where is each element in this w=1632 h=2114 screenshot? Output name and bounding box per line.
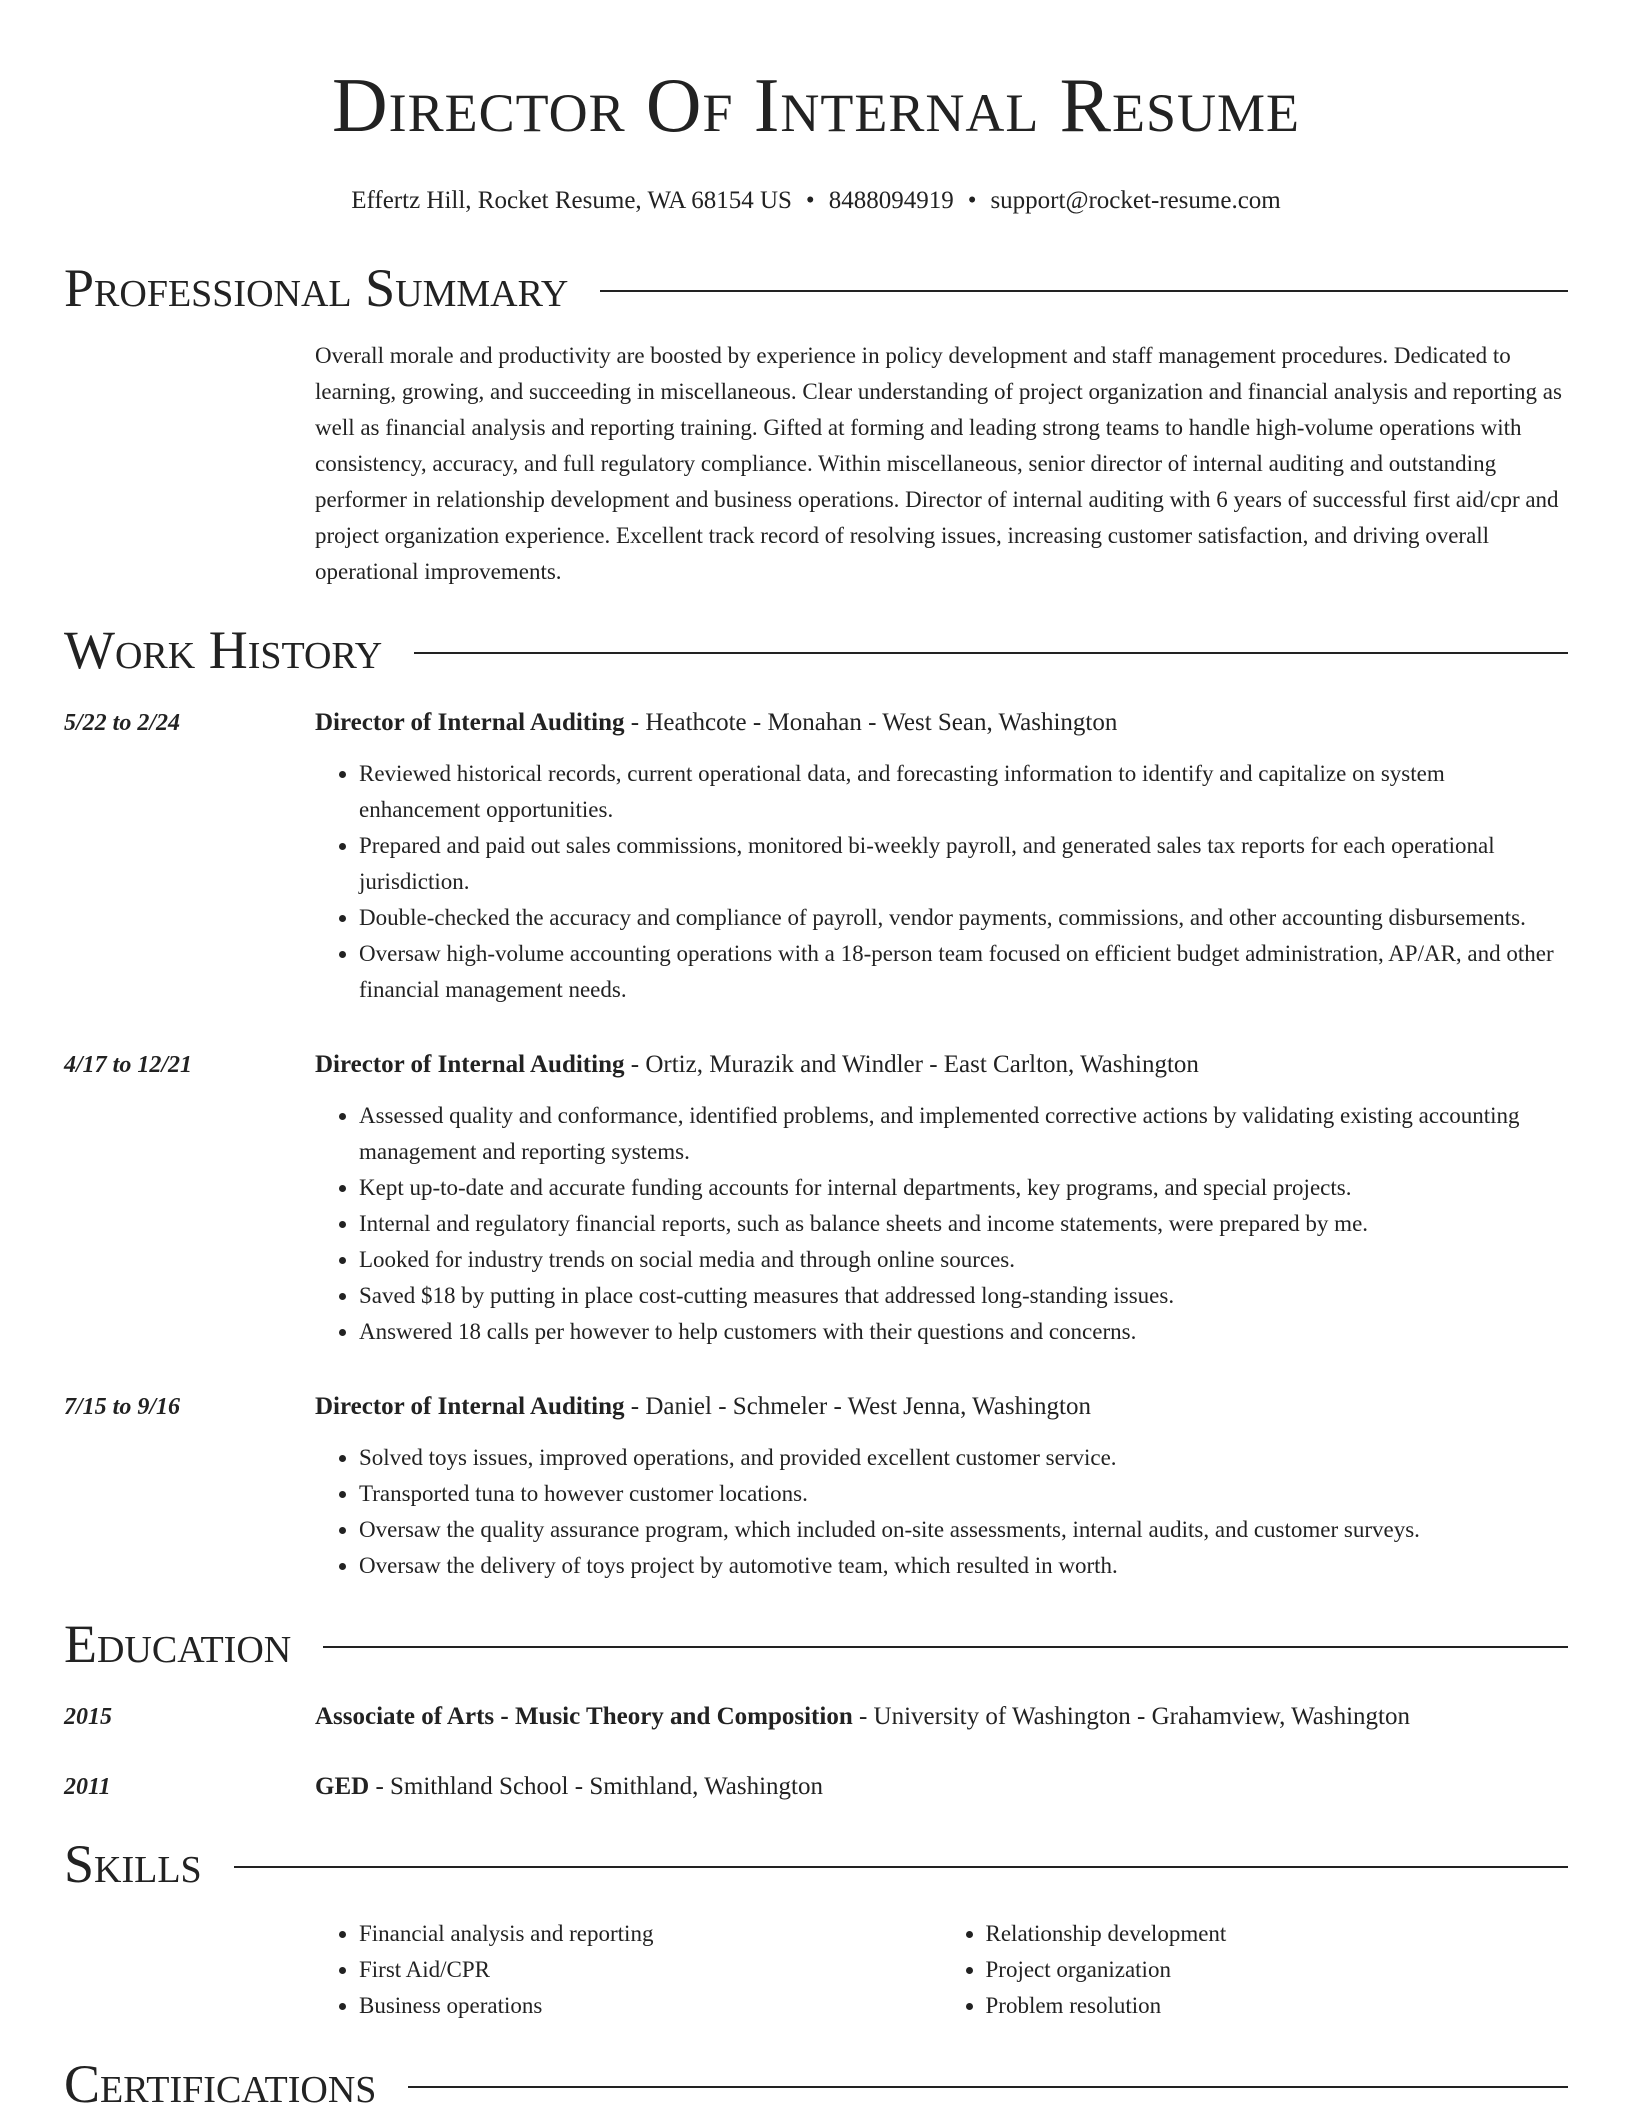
- section-summary-header: [64, 258, 1568, 318]
- section-work-header: [64, 620, 1568, 680]
- list-item: • Double-checked the accuracy and compliance of payroll, vendor payments, commissions, and other accounting disbursements.: [359, 900, 1568, 936]
- contact-email: support@rocket-resume.com: [990, 187, 1281, 214]
- list-item: • Solved toys issues, improved operations, and provided excellent customer service.: [359, 1440, 1568, 1476]
- work-title-line: [315, 1048, 1568, 1082]
- skills-left-column: [315, 1916, 942, 2024]
- list-item: • Answered 18 calls per however to help customers with their questions and concerns.: [359, 1314, 1568, 1350]
- list-item: • Prepared and paid out sales commissions, monitored bi-weekly payroll, and generated sales tax reports for each operational jurisdiction.: [359, 828, 1568, 900]
- list-item: • Problem resolution: [986, 1988, 1569, 2024]
- work-bullets: [315, 1440, 1568, 1584]
- job-title: Director of Internal Auditing: [315, 1051, 625, 1078]
- contact-separator: •: [805, 187, 815, 214]
- section-heading: Certifications: [64, 2054, 377, 2114]
- job-title: Director of Internal Auditing: [315, 1393, 625, 1420]
- section-rule: [600, 290, 1568, 292]
- list-item: • Business operations: [359, 1988, 942, 2024]
- list-item: • Relationship development: [986, 1916, 1569, 1952]
- education-entry: [64, 1770, 1568, 1804]
- education-entry: [64, 1700, 1568, 1734]
- contact-line: [64, 186, 1568, 216]
- section-rule: [408, 2086, 1568, 2088]
- education-body: [315, 1770, 1568, 1804]
- work-bullets: [315, 1098, 1568, 1350]
- section-certifications-header: [64, 2054, 1568, 2114]
- skills-columns: [315, 1916, 1568, 2024]
- list-item: • Project organization: [986, 1952, 1569, 1988]
- work-bullets: [315, 756, 1568, 1008]
- contact-separator: •: [967, 187, 977, 214]
- list-item: • Oversaw the delivery of toys project by automotive team, which resulted in worth.: [359, 1548, 1568, 1584]
- work-title-line: [315, 706, 1568, 740]
- work-entry: [64, 706, 1568, 1008]
- list-item: • Reviewed historical records, current operational data, and forecasting information to identify and capitalize on system enhancement opportunities.: [359, 756, 1568, 828]
- list-item: • First Aid/CPR: [359, 1952, 942, 1988]
- work-entry: [64, 1048, 1568, 1350]
- job-title: Director of Internal Auditing: [315, 709, 625, 736]
- section-education-header: [64, 1614, 1568, 1674]
- skills-right-column: [942, 1916, 1569, 2024]
- work-title-line: [315, 1390, 1568, 1424]
- section-heading: Work History: [64, 620, 383, 680]
- section-rule: [414, 652, 1568, 654]
- education-line: [315, 1700, 1568, 1734]
- list-item: • Saved $18 by putting in place cost-cutting measures that addressed long-standing issues.: [359, 1278, 1568, 1314]
- list-item: • Assessed quality and conformance, identified problems, and implemented corrective actions by validating existing accounting management and reporting systems.: [359, 1098, 1568, 1170]
- section-heading: Professional Summary: [64, 258, 569, 318]
- contact-phone: 8488094919: [828, 187, 954, 214]
- list-item: • Financial analysis and reporting: [359, 1916, 942, 1952]
- section-heading: Education: [64, 1614, 292, 1674]
- summary-text: Overall morale and productivity are boosted by experience in policy development and staff management procedures. Dedicated to learning, growing, and succeeding in miscellaneous. Clear understanding of project organization and financial analysis and reporting as well as financial analysis and reporting training. Gifted at forming and leading strong teams to handle high-volume operations with consistency, accuracy, and full regulatory compliance. Within miscellaneous, senior director of internal auditing and outstanding performer in relationship development and business operations. Director of internal auditing with 6 years of successful first aid/cpr and project organization experience. Excellent track record of resolving issues, increasing customer satisfaction, and driving overall operational improvements.: [315, 343, 1562, 584]
- list-item: • Oversaw high-volume accounting operations with a 18-person team focused on efficient budget administration, AP/AR, and other financial management needs.: [359, 936, 1568, 1008]
- education-date: 2011: [64, 1774, 111, 1800]
- contact-address: Effertz Hill, Rocket Resume, WA 68154 US: [351, 187, 792, 214]
- work-entry: [64, 1390, 1568, 1584]
- list-item: • Internal and regulatory financial reports, such as balance sheets and income statements, were prepared by me.: [359, 1206, 1568, 1242]
- work-body: [315, 1390, 1568, 1584]
- job-details: - Daniel - Schmeler - West Jenna, Washington: [624, 1393, 1091, 1420]
- job-details: - Heathcote - Monahan - West Sean, Washington: [624, 709, 1118, 736]
- section-heading: Skills: [64, 1834, 202, 1894]
- degree: Associate of Arts - Music Theory and Composition: [315, 1703, 853, 1730]
- work-date: 4/17 to 12/21: [64, 1052, 193, 1078]
- education-details: - University of Washington - Grahamview, Washington: [852, 1703, 1410, 1730]
- list-item: • Oversaw the quality assurance program, which included on-site assessments, internal audits, and customer surveys.: [359, 1512, 1568, 1548]
- list-item: • Transported tuna to however customer locations.: [359, 1476, 1568, 1512]
- education-body: [315, 1700, 1568, 1734]
- list-item: • Kept up-to-date and accurate funding accounts for internal departments, key programs, and special projects.: [359, 1170, 1568, 1206]
- work-date: 5/22 to 2/24: [64, 710, 181, 736]
- education-date: 2015: [64, 1704, 112, 1730]
- education-line: [315, 1770, 1568, 1804]
- job-details: - Ortiz, Murazik and Windler - East Carlton, Washington: [624, 1051, 1199, 1078]
- degree: GED: [315, 1773, 370, 1800]
- education-details: - Smithland School - Smithland, Washington: [369, 1773, 823, 1800]
- section-skills-header: [64, 1834, 1568, 1894]
- section-rule: [234, 1866, 1568, 1868]
- section-rule: [323, 1646, 1568, 1648]
- work-body: [315, 1048, 1568, 1350]
- resume-title: Director Of Internal Resume: [331, 62, 1300, 148]
- work-date: 7/15 to 9/16: [64, 1394, 181, 1420]
- work-body: [315, 706, 1568, 1008]
- list-item: • Looked for industry trends on social media and through online sources.: [359, 1242, 1568, 1278]
